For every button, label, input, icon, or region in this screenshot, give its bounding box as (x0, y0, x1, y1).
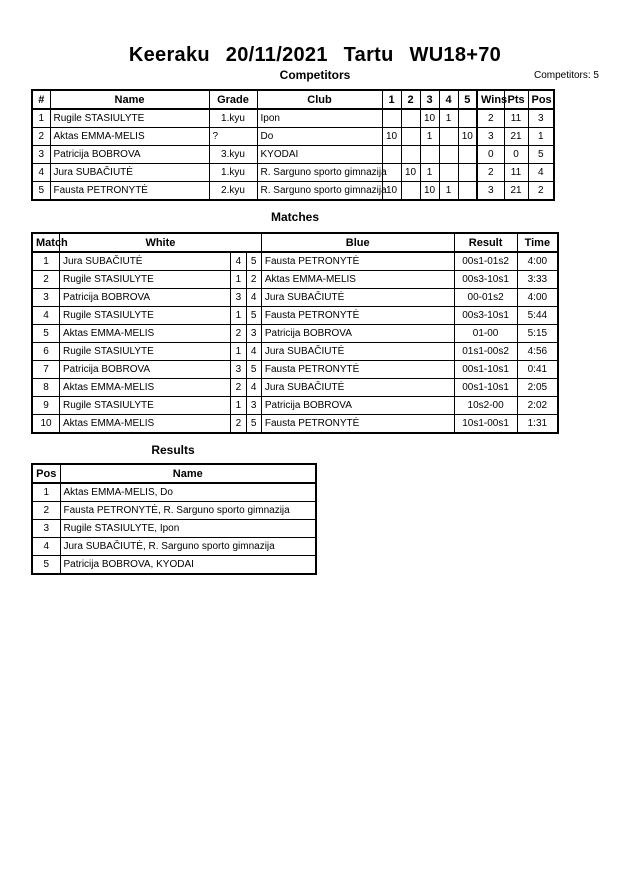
cell-pos: 2 (528, 182, 554, 201)
cell-time: 2:05 (517, 379, 558, 397)
cell-white-number: 3 (231, 289, 246, 307)
cell-blue-number: 4 (246, 343, 261, 361)
cell-match: 4 (32, 307, 60, 325)
competitors-table (31, 89, 555, 201)
cell-pts: 0 (504, 146, 528, 164)
competitors-header-row (32, 90, 554, 109)
cell-blue-number: 3 (246, 325, 261, 343)
cell-match: 9 (32, 397, 60, 415)
cell-score (382, 109, 401, 128)
cell-blue-number: 2 (246, 271, 261, 289)
cell-grade: 1.kyu (209, 109, 257, 128)
cell-name: Aktas EMMA-MELIS, Do (60, 483, 316, 502)
cell-score: 10 (382, 128, 401, 146)
results-header-row (32, 464, 316, 483)
cell-club: Do (257, 128, 382, 146)
cell-white-number: 1 (231, 397, 246, 415)
results-table (31, 463, 317, 575)
cell-score (382, 146, 401, 164)
cell-score (401, 128, 420, 146)
col-white: White (60, 233, 262, 252)
matches-table (31, 232, 559, 434)
cell-time: 5:15 (517, 325, 558, 343)
cell-pts: 11 (504, 109, 528, 128)
col-score-1: 1 (382, 90, 401, 109)
cell-white: Rugile STASIULYTE (60, 271, 231, 289)
cell-match: 3 (32, 289, 60, 307)
col-wins: Wins (477, 90, 504, 109)
cell-grade: 2.kyu (209, 182, 257, 201)
cell-pos: 1 (32, 483, 60, 502)
cell-blue: Patricija BOBROVA (261, 325, 454, 343)
cell-white-number: 3 (231, 361, 246, 379)
cell-white-number: 2 (231, 415, 246, 434)
page-title (0, 44, 630, 67)
cell-white: Rugile STASIULYTE (60, 397, 231, 415)
col-number: # (32, 90, 50, 109)
cell-result: 00s1-01s2 (454, 252, 517, 271)
cell-pos: 2 (32, 502, 60, 520)
cell-white: Rugile STASIULYTE (60, 343, 231, 361)
table-row (32, 397, 558, 415)
cell-match: 8 (32, 379, 60, 397)
cell-pos: 4 (528, 164, 554, 182)
table-row (32, 538, 316, 556)
cell-match: 6 (32, 343, 60, 361)
cell-pos: 1 (528, 128, 554, 146)
cell-score: 1 (420, 128, 439, 146)
table-row (32, 109, 554, 128)
cell-name: Fausta PETRONYTĖ (50, 182, 209, 201)
col-name: Name (50, 90, 209, 109)
cell-blue-number: 3 (246, 397, 261, 415)
results-heading: Results (151, 443, 195, 457)
table-row (32, 289, 558, 307)
matches-header-row (32, 233, 558, 252)
cell-white: Patricija BOBROVA (60, 361, 231, 379)
cell-blue: Jura SUBAČIUTĖ (261, 289, 454, 307)
cell-score (458, 146, 477, 164)
col-blue: Blue (261, 233, 454, 252)
cell-name: Jura SUBAČIUTĖ, R. Sarguno sporto gimnazija (60, 538, 316, 556)
cell-pos: 5 (528, 146, 554, 164)
cell-number: 4 (32, 164, 50, 182)
col-grade: Grade (209, 90, 257, 109)
title-date: 20/11/2021 (225, 44, 328, 66)
cell-score (458, 109, 477, 128)
competitors-count: Competitors: 5 (533, 70, 599, 81)
table-row (32, 146, 554, 164)
cell-score: 10 (382, 182, 401, 201)
cell-score: 10 (420, 109, 439, 128)
cell-pts: 11 (504, 164, 528, 182)
cell-pts: 21 (504, 182, 528, 201)
cell-time: 4:00 (517, 252, 558, 271)
cell-white: Rugile STASIULYTE (60, 307, 231, 325)
cell-wins: 0 (477, 146, 504, 164)
col-score-4: 4 (439, 90, 458, 109)
cell-pts: 21 (504, 128, 528, 146)
cell-result: 00s3-10s1 (454, 271, 517, 289)
cell-wins: 3 (477, 128, 504, 146)
cell-result: 00s1-10s1 (454, 361, 517, 379)
col-result: Result (454, 233, 517, 252)
cell-name: Fausta PETRONYTĖ, R. Sarguno sporto gimnazija (60, 502, 316, 520)
cell-wins: 2 (477, 164, 504, 182)
cell-time: 0:41 (517, 361, 558, 379)
cell-blue: Aktas EMMA-MELIS (261, 271, 454, 289)
cell-blue-number: 5 (246, 307, 261, 325)
table-row (32, 556, 316, 575)
cell-time: 2:02 (517, 397, 558, 415)
cell-club: R. Sarguno sporto gimnazija (257, 164, 382, 182)
cell-score: 10 (458, 128, 477, 146)
cell-match: 7 (32, 361, 60, 379)
col-match: Match (32, 233, 60, 252)
cell-score: 10 (401, 164, 420, 182)
cell-score: 1 (439, 182, 458, 201)
table-row (32, 483, 316, 502)
cell-time: 5:44 (517, 307, 558, 325)
cell-score (439, 128, 458, 146)
cell-score (401, 146, 420, 164)
table-row (32, 271, 558, 289)
cell-name: Rugile STASIULYTE (50, 109, 209, 128)
cell-result: 00s3-10s1 (454, 307, 517, 325)
cell-time: 1:31 (517, 415, 558, 434)
table-row (32, 128, 554, 146)
cell-result: 00s1-10s1 (454, 379, 517, 397)
cell-score (458, 182, 477, 201)
cell-blue: Fausta PETRONYTĖ (261, 361, 454, 379)
cell-number: 1 (32, 109, 50, 128)
table-row (32, 520, 316, 538)
cell-score (401, 109, 420, 128)
cell-name: Aktas EMMA-MELIS (50, 128, 209, 146)
cell-white-number: 1 (231, 271, 246, 289)
table-row (32, 252, 558, 271)
cell-grade: 1.kyu (209, 164, 257, 182)
cell-result: 01-00 (454, 325, 517, 343)
cell-white-number: 4 (231, 252, 246, 271)
cell-white: Aktas EMMA-MELIS (60, 379, 231, 397)
cell-white: Patricija BOBROVA (60, 289, 231, 307)
cell-score (458, 164, 477, 182)
cell-white-number: 1 (231, 307, 246, 325)
col-name: Name (60, 464, 316, 483)
table-row (32, 361, 558, 379)
title-category: WU18+70 (409, 44, 502, 66)
cell-score (439, 146, 458, 164)
col-score-3: 3 (420, 90, 439, 109)
col-score-5: 5 (458, 90, 477, 109)
cell-match: 1 (32, 252, 60, 271)
cell-grade: ? (209, 128, 257, 146)
cell-white: Jura SUBAČIUTĖ (60, 252, 231, 271)
cell-blue: Jura SUBAČIUTĖ (261, 379, 454, 397)
cell-score (401, 182, 420, 201)
cell-club: Ipon (257, 109, 382, 128)
cell-white-number: 2 (231, 379, 246, 397)
cell-score (439, 164, 458, 182)
table-row (32, 182, 554, 201)
cell-club: R. Sarguno sporto gimnazija (257, 182, 382, 201)
cell-pos: 4 (32, 538, 60, 556)
cell-blue-number: 4 (246, 379, 261, 397)
col-time: Time (517, 233, 558, 252)
cell-pos: 3 (528, 109, 554, 128)
cell-score: 1 (420, 164, 439, 182)
cell-blue: Fausta PETRONYTĖ (261, 252, 454, 271)
table-row (32, 379, 558, 397)
cell-number: 5 (32, 182, 50, 201)
cell-pos: 3 (32, 520, 60, 538)
cell-time: 4:56 (517, 343, 558, 361)
col-club: Club (257, 90, 382, 109)
cell-result: 10s2-00 (454, 397, 517, 415)
cell-blue: Fausta PETRONYTĖ (261, 307, 454, 325)
cell-number: 3 (32, 146, 50, 164)
cell-name: Jura SUBAČIUTĖ (50, 164, 209, 182)
cell-blue: Patricija BOBROVA (261, 397, 454, 415)
cell-match: 5 (32, 325, 60, 343)
cell-result: 00-01s2 (454, 289, 517, 307)
col-score-2: 2 (401, 90, 420, 109)
cell-grade: 3.kyu (209, 146, 257, 164)
cell-white-number: 1 (231, 343, 246, 361)
title-event: Keeraku (128, 44, 210, 66)
cell-blue-number: 5 (246, 361, 261, 379)
matches-heading: Matches (270, 210, 320, 224)
table-row (32, 325, 558, 343)
col-pts: Pts (504, 90, 528, 109)
cell-wins: 2 (477, 109, 504, 128)
cell-match: 2 (32, 271, 60, 289)
table-row (32, 415, 558, 434)
competitors-heading: Competitors (279, 68, 351, 82)
cell-club: KYODAI (257, 146, 382, 164)
cell-match: 10 (32, 415, 60, 434)
cell-white: Aktas EMMA-MELIS (60, 415, 231, 434)
cell-name: Patricija BOBROVA (50, 146, 209, 164)
cell-score: 1 (439, 109, 458, 128)
table-row (32, 502, 316, 520)
cell-pos: 5 (32, 556, 60, 575)
cell-score (420, 146, 439, 164)
table-row (32, 343, 558, 361)
col-pos: Pos (32, 464, 60, 483)
cell-white-number: 2 (231, 325, 246, 343)
cell-blue-number: 5 (246, 252, 261, 271)
cell-blue: Jura SUBAČIUTĖ (261, 343, 454, 361)
table-row (32, 307, 558, 325)
col-pos: Pos (528, 90, 554, 109)
cell-number: 2 (32, 128, 50, 146)
cell-white: Aktas EMMA-MELIS (60, 325, 231, 343)
cell-wins: 3 (477, 182, 504, 201)
cell-result: 10s1-00s1 (454, 415, 517, 434)
table-row (32, 164, 554, 182)
cell-result: 01s1-00s2 (454, 343, 517, 361)
cell-time: 3:33 (517, 271, 558, 289)
cell-blue: Fausta PETRONYTĖ (261, 415, 454, 434)
cell-time: 4:00 (517, 289, 558, 307)
title-city: Tartu (343, 44, 394, 66)
cell-score: 10 (420, 182, 439, 201)
cell-name: Patricija BOBROVA, KYODAI (60, 556, 316, 575)
cell-blue-number: 4 (246, 289, 261, 307)
cell-blue-number: 5 (246, 415, 261, 434)
cell-name: Rugile STASIULYTE, Ipon (60, 520, 316, 538)
